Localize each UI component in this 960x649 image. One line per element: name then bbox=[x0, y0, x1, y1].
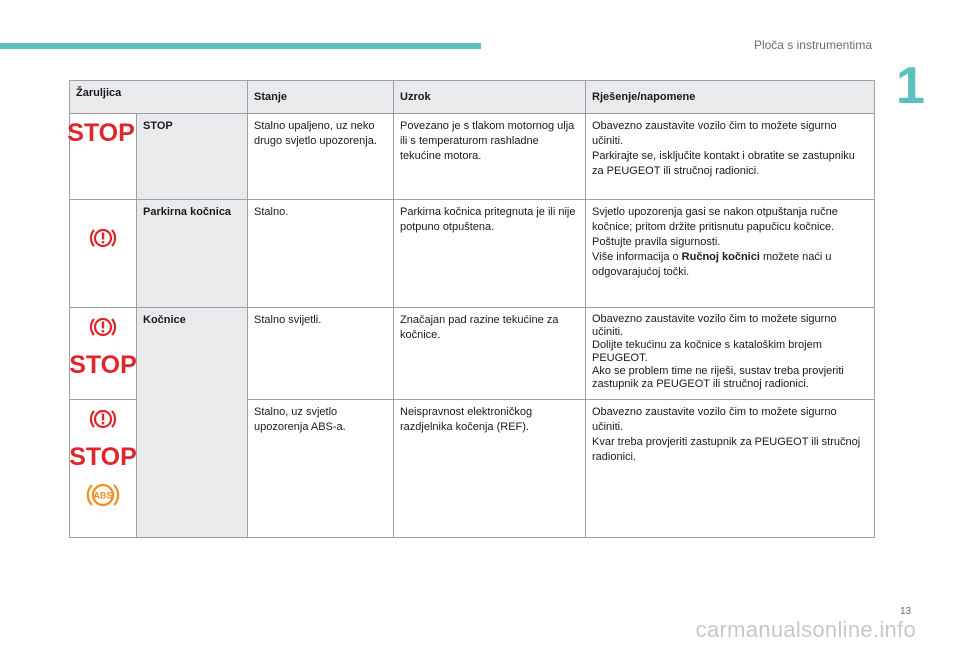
stop-icon bbox=[67, 119, 135, 147]
state-cell: Stalno. bbox=[248, 200, 394, 308]
state-cell: Stalno, uz svjetlo upozorenja ABS-a. bbox=[248, 400, 394, 538]
svg-text:ABS: ABS bbox=[93, 490, 113, 501]
cause-cell: Povezano je s tlakom motornog ulja ili s temperaturom rashladne tekućine motora. bbox=[394, 114, 586, 200]
solution-text: možete naći u odgovarajućoj točki. bbox=[592, 251, 832, 278]
header-state: Stanje bbox=[248, 81, 394, 114]
lamp-name: STOP bbox=[137, 114, 248, 200]
state-cell: Stalno upaljeno, uz neko drugo svjetlo upozorenja. bbox=[248, 114, 394, 200]
solution-line: Kvar treba provjeriti zastupnik za PEUGEOT ili stručnoj radionici. bbox=[592, 436, 861, 463]
watermark: carmanualsonline.info bbox=[695, 617, 916, 642]
lamp-icon-cell bbox=[70, 200, 137, 308]
solution-line: Svjetlo upozorenja gasi se nakon otpuštanja ručne kočnice; pritom držite pritisnutu papučicu kočnice. bbox=[592, 206, 838, 233]
solution-text: Više informacija o bbox=[592, 251, 682, 263]
table-header-row bbox=[70, 81, 875, 114]
svg-text:STOP: STOP bbox=[67, 119, 135, 147]
solution-line: Poštujte pravila sigurnosti. bbox=[592, 236, 721, 248]
header-accent-bar bbox=[0, 43, 481, 49]
lamp-icon-cell bbox=[67, 114, 137, 200]
cause-cell: Značajan pad razine tekućine za kočnice. bbox=[394, 308, 586, 400]
solution-line: Obavezno zaustavite vozilo čim to možete sigurno učiniti. bbox=[592, 313, 837, 338]
solution-line: Obavezno zaustavite vozilo čim to možete sigurno učiniti. bbox=[592, 120, 837, 147]
solution-line: Ako se problem time ne riješi, sustav treba provjeriti zastupnik za PEUGEOT ili stručnoj radionici. bbox=[592, 365, 844, 390]
solution-cell bbox=[586, 200, 875, 308]
table-row bbox=[70, 114, 875, 200]
svg-text:STOP: STOP bbox=[69, 351, 137, 379]
solution-link-text: Ručnoj kočnici bbox=[681, 251, 760, 263]
brake-warning-icon bbox=[86, 405, 120, 433]
lamp-icon-cell bbox=[70, 400, 137, 538]
solution-line: Parkirajte se, isključite kontakt i obratite se zastupniku za PEUGEOT ili stručnoj radionici. bbox=[592, 150, 855, 177]
brake-warning-icon bbox=[86, 224, 120, 252]
brake-warning-icon bbox=[86, 313, 120, 341]
svg-text:STOP: STOP bbox=[69, 443, 137, 471]
header-lamp: Žaruljica bbox=[70, 81, 248, 114]
lamp-name: Kočnice bbox=[137, 308, 248, 538]
solution-cell bbox=[586, 400, 875, 538]
abs-icon bbox=[84, 479, 122, 511]
solution-line: Obavezno zaustavite vozilo čim to možete sigurno učiniti. bbox=[592, 406, 837, 433]
lamp-name: Parkirna kočnica bbox=[137, 200, 248, 308]
chapter-number: 1 bbox=[896, 57, 925, 115]
section-title: Ploča s instrumentima bbox=[753, 38, 872, 52]
table-row bbox=[70, 308, 875, 400]
page-number: 13 bbox=[900, 606, 912, 617]
lamp-icon-cell bbox=[70, 308, 137, 400]
solution-cell bbox=[586, 308, 875, 400]
cause-cell: Parkirna kočnica pritegnuta je ili nije potpuno otpuštena. bbox=[394, 200, 586, 308]
header-solution: Rješenje/napomene bbox=[586, 81, 875, 114]
solution-cell bbox=[586, 114, 875, 200]
cause-cell: Neispravnost elektroničkog razdjelnika kočenja (REF). bbox=[394, 400, 586, 538]
stop-icon bbox=[69, 351, 137, 379]
state-cell: Stalno svijetli. bbox=[248, 308, 394, 400]
header-cause: Uzrok bbox=[394, 81, 586, 114]
warning-lamps-table bbox=[69, 80, 875, 538]
stop-icon bbox=[69, 443, 137, 471]
solution-line: Dolijte tekućinu za kočnice s kataloškim brojem PEUGEOT. bbox=[592, 339, 822, 364]
solution-line bbox=[592, 250, 868, 280]
table-row bbox=[70, 200, 875, 308]
